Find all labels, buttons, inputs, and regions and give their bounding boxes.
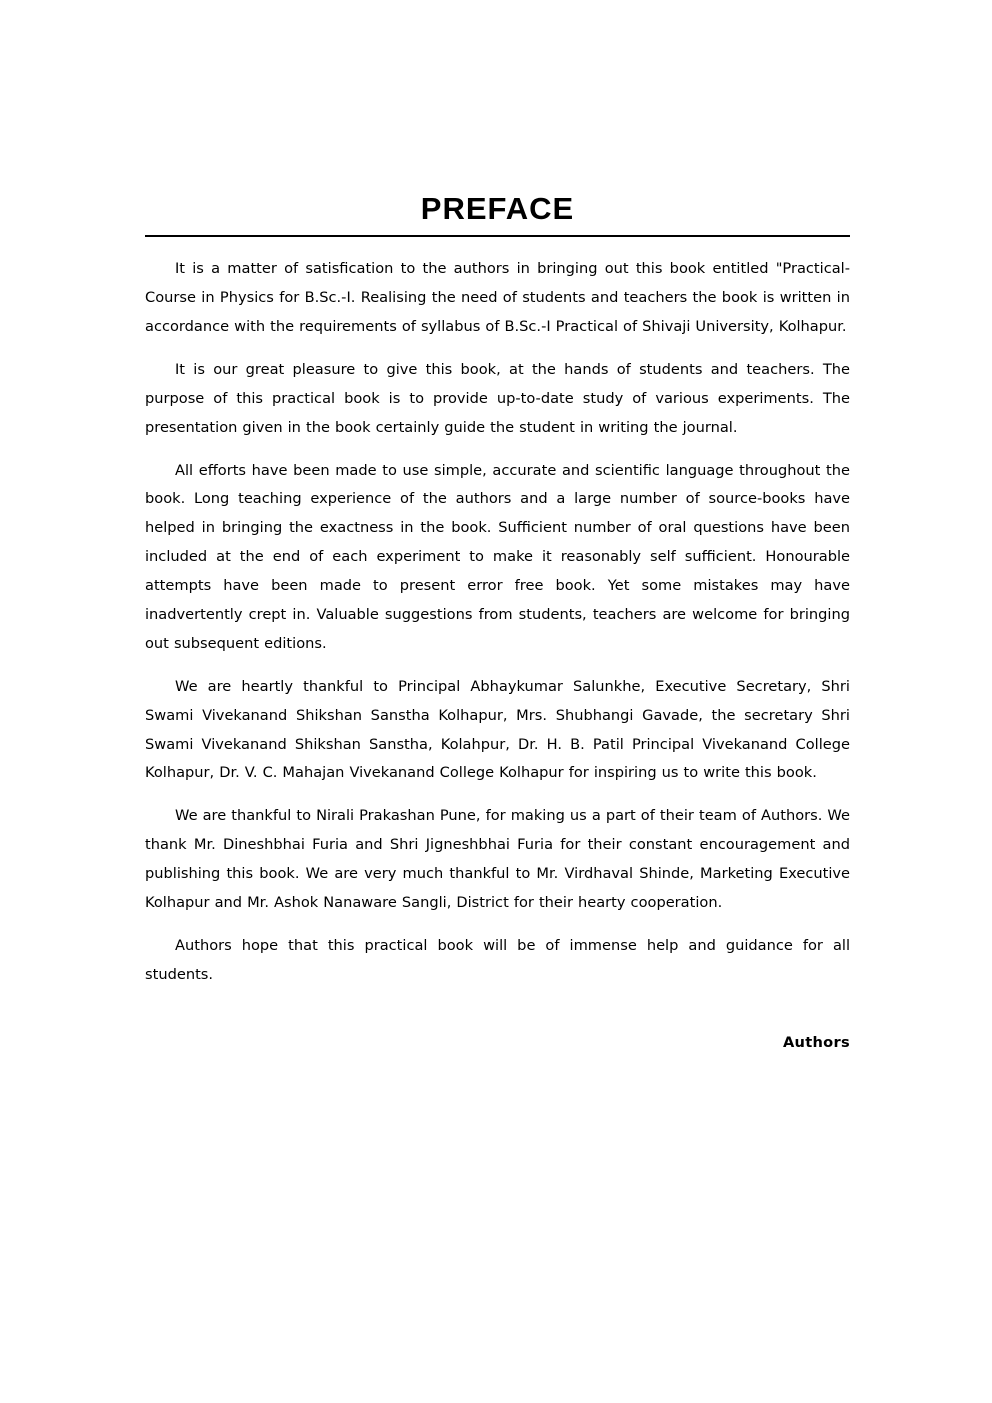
paragraph-5: We are thankful to Nirali Prakashan Pune, for making us a part of their team of Authors. We thank Mr. Dineshbhai Furia and Shri Jigneshbhai Furia for their constant encouragement and publishing this book. We are very much thankful to Mr. Virdhaval Shinde, Marketing Executive Kolhapur and Mr. Ashok Nanaware Sangli, District for their hearty cooperation. <box>145 807 850 911</box>
paragraph-3: All efforts have been made to use simple, accurate and scientific language throughout the book. Long teaching experience of the authors and a large number of source-books have helped in bringing the exactness in the book. Sufficient number of oral questions have been included at the end of each experiment to make it reasonably self sufficient. Honourable attempts have been made to present error free book. Yet some mistakes may have inadvertently crept in. Valuable suggestions from students, teachers are welcome for bringing out subsequent editions. <box>145 461 850 652</box>
paragraph-4: We are heartly thankful to Principal Abhaykumar Salunkhe, Executive Secretary, Shri Swami Vivekanand Shikshan Sanstha Kolhapur, Mrs. Shubhangi Gavade, the secretary Shri Swami Vivekanand Shikshan Sanstha, Kolahpur, Dr. H. B. Patil Principal Vivekanand College Kolhapur, Dr. V. C. Mahajan Vivekanand College Kolhapur for inspiring us to write this book. <box>145 677 850 782</box>
paragraph-6: Authors hope that this practical book will be of immense help and guidance for all students. <box>145 936 850 983</box>
preface-content <box>145 190 850 1051</box>
page-title: PREFACE <box>420 191 575 226</box>
title-divider <box>145 235 850 237</box>
signature-line: Authors <box>782 1033 850 1051</box>
paragraph-1: It is a matter of satisfication to the authors in bringing out this book entitled "Practical-Course in Physics for B.Sc.-I. Realising the need of students and teachers the book is written in accordance with the requirements of syllabus of B.Sc.-I Practical of Shivaji University, Kolhapur. <box>145 260 850 335</box>
paragraph-2: It is our great pleasure to give this book, at the hands of students and teachers. The purpose of this practical book is to provide up-to-date study of various experiments. The presentation given in the book certainly guide the student in writing the journal. <box>145 360 850 436</box>
